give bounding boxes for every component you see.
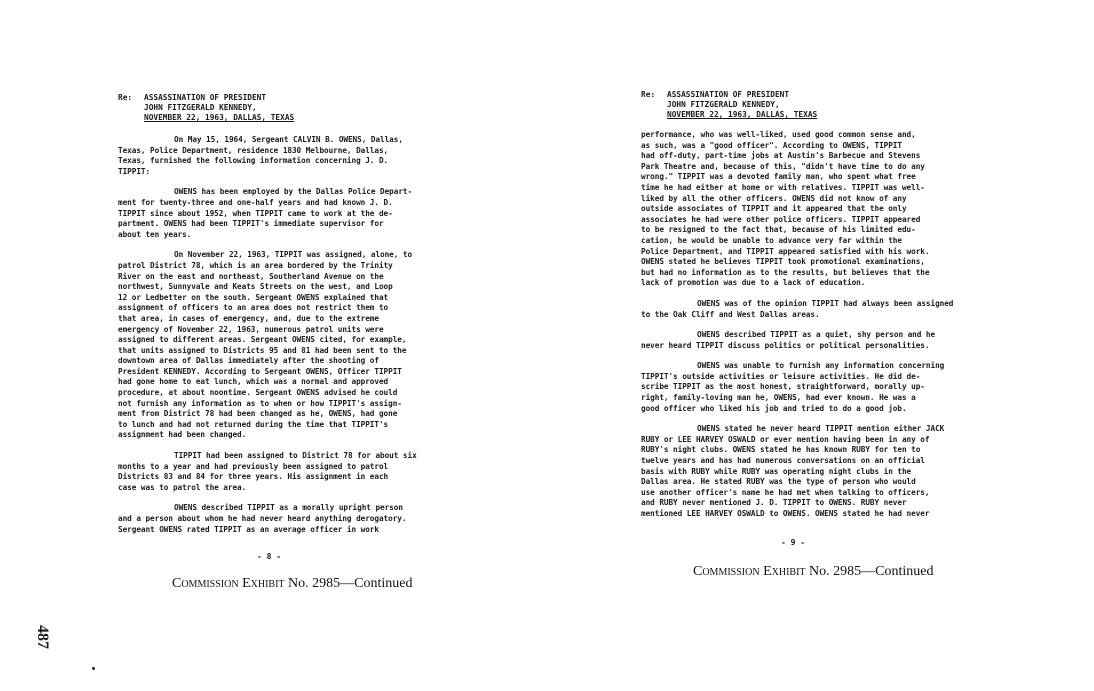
- re-line-1: ASSASSINATION OF PRESIDENT: [144, 93, 267, 102]
- re-header-left: [118, 93, 294, 123]
- right-body-text: [641, 130, 1021, 520]
- re-line-2: JOHN FITZGERALD KENNEDY,: [144, 103, 257, 112]
- exhibit-caption-left: [172, 576, 412, 592]
- paragraph: On November 22, 1963, TIPPIT was assigned, alone, to patrol District 78, which is an area bordered by the Trinity River on the east and northeast, Southerland Avenue on the northwest, Sunnyvale and Keats Streets on the west, and Loop 12 or Ledbetter on the south. Sergeant OWENS explained that assignment of officers to an area does not restrict them to that area, in cases of emergency, and, due to the extreme emergency of November 22, 1963, numerous patrol units were assigned to different areas. Sergeant OWENS cited, for example, that units assigned to Districts 95 and 81 had been sent to the downtown area of Dallas immediately after the shooting of President KENNEDY. According to Sergeant OWENS, Officer TIPPIT had gone home to eat lunch, which was a normal and approved procedure, at about noontime. Sergeant OWENS advised he could not furnish any information as to when or how TIPPIT's assign- ment from District 78 had been changed as he, OWENS, had gone to lunch and had not returned during the time that TIPPIT's assignment had been changed.: [118, 250, 413, 440]
- paragraph: OWENS has been employed by the Dallas Police Depart- ment for twenty-three and one-half years and had known J. D. TIPPIT since about 1952, when TIPPIT came to work at the de- partment. OWENS had been TIPPIT's immediate supervisor for about ten years.: [118, 187, 413, 239]
- paragraph: OWENS described TIPPIT as a morally upright person and a person about whom he had never heard anything derogatory. Sergeant OWENS rated TIPPIT as an average officer in work: [118, 503, 407, 534]
- re-line-3: NOVEMBER 22, 1963, DALLAS, TEXAS: [667, 110, 818, 119]
- paragraph: OWENS stated he never heard TIPPIT mention either JACK RUBY or LEE HARVEY OSWALD or ever mention having been in any of RUBY's night clubs. OWENS stated he has known RUBY for ten to twelve years and has had numerous conversations on an official basis with RUBY while RUBY was operating night clubs in the Dallas area. He stated RUBY was the type of person who would use another officer's name he had met when talking to officers, and RUBY never mentioned J. D. TIPPIT to OWENS. RUBY never mentioned LEE HARVEY OSWALD to OWENS. OWENS stated he had never: [641, 424, 945, 518]
- caption-suffix: No. 2985—Continued: [809, 564, 934, 579]
- page-number-right: - 9 -: [781, 538, 806, 547]
- right-document-page: [547, 0, 1094, 691]
- re-label: Re:: [641, 90, 656, 99]
- paragraph: OWENS described TIPPIT as a quiet, shy person and he never heard TIPPIT discuss politics or political personalities.: [641, 330, 936, 350]
- re-line-3: NOVEMBER 22, 1963, DALLAS, TEXAS: [144, 113, 295, 122]
- re-line-2: JOHN FITZGERALD KENNEDY,: [667, 100, 780, 109]
- paragraph: OWENS was of the opinion TIPPIT had always been assigned to the Oak Cliff and West Dallas areas.: [641, 298, 954, 319]
- re-label: Re:: [118, 93, 133, 102]
- paragraph: TIPPIT had been assigned to District 78 for about six months to a year and had previously been assigned to patrol Districts 83 and 84 for three years. His assignment in each case was to patrol the area.: [118, 451, 417, 492]
- caption-prefix: Commission Exhibit: [172, 576, 285, 591]
- re-line-1: ASSASSINATION OF PRESIDENT: [667, 90, 790, 99]
- exhibit-caption-right: [693, 564, 933, 580]
- caption-suffix: No. 2985—Continued: [288, 576, 413, 591]
- paragraph: On May 15, 1964, Sergeant CALVIN B. OWENS, Dallas, Texas, Police Department, residence 1830 Melbourne, Dallas, Texas, furnished the following information concerning J. D. TIPPIT:: [118, 135, 403, 176]
- paragraph: performance, who was well-liked, used good common sense and, as such, was a "good officer". According to OWENS, TIPPIT had off-duty, part-time jobs at Austin's Barbecue and Stevens Park Theatre and, because of this, "didn't have time to do any wrong." TIPPIT was a devoted family man, who spent what free time he had either at home or with relatives. TIPPIT was well- liked by all the other officers. OWENS did not know of any outside associates of TIPPIT and it appeared that the only associates he had were other police officers. TIPPIT appeared to be resigned to the fact that, because of his limited edu- cation, he would be unable to advance very far within the Police Department, and TIPPIT appeared satisfied with his work. OWENS stated he believes TIPPIT took promotional examinations, but had no information as to the results, but believes that the lack of promotion was due to a lack of education.: [641, 130, 930, 288]
- caption-prefix: Commission Exhibit: [693, 564, 806, 579]
- left-body-text: [118, 135, 488, 535]
- page-number-left: - 8 -: [257, 552, 282, 561]
- volume-page-number: 487: [34, 625, 51, 649]
- paragraph: OWENS was unable to furnish any information concerning TIPPIT's outside activities or leisure activities. He did de- scribe TIPPIT as the most honest, straightforward, morally up- right, family-loving man he, OWENS, had ever known. He was a good officer who liked his job and tried to do a good job.: [641, 361, 945, 413]
- re-header-right: [641, 90, 817, 120]
- scan-dot: [92, 667, 95, 670]
